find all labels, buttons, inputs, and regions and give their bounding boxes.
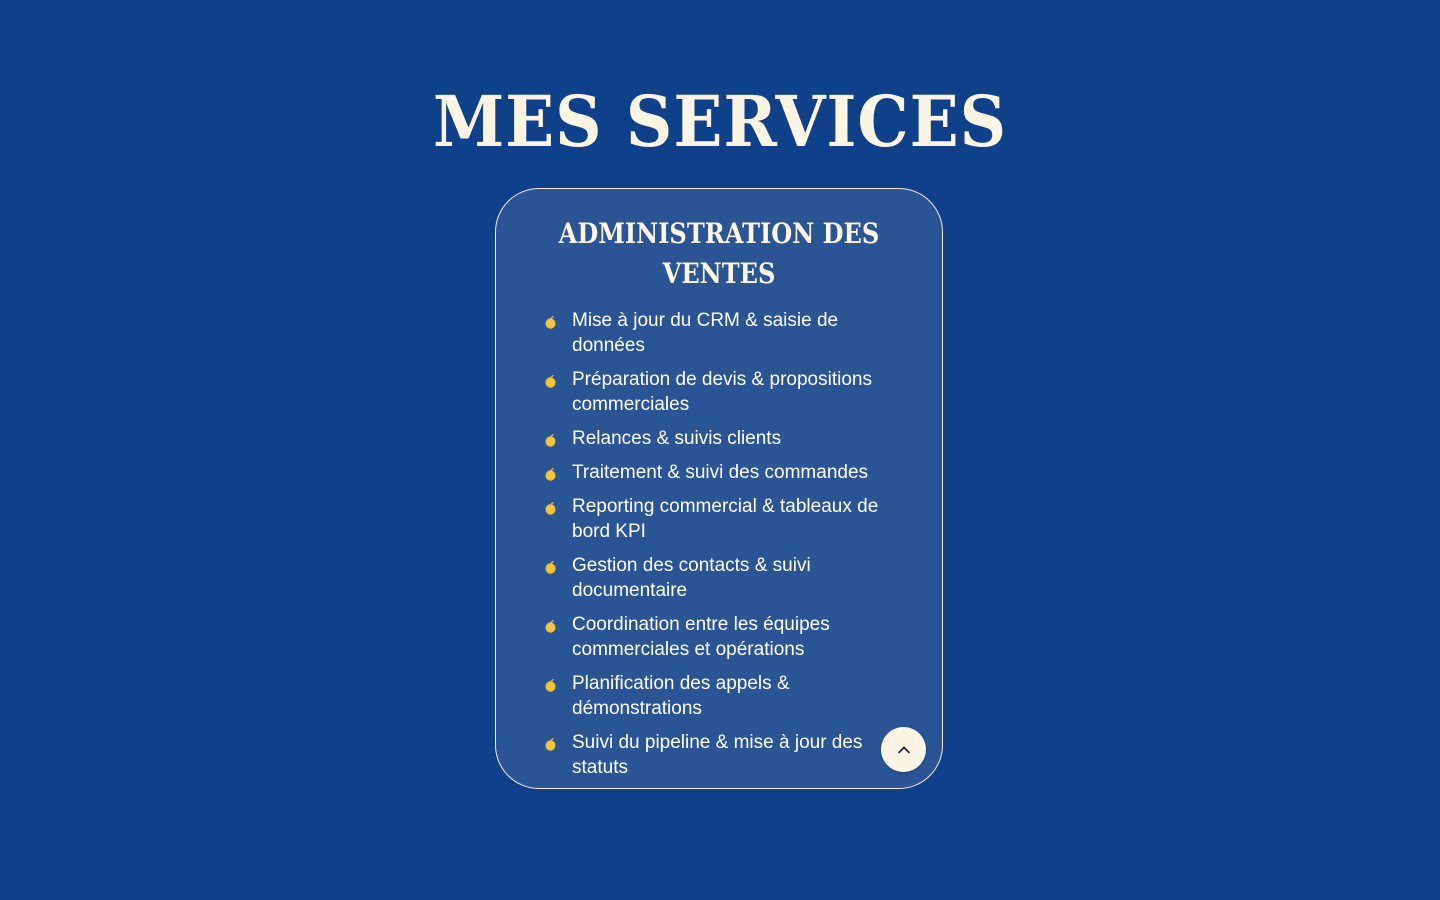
- service-item-label: Préparation de devis & propositions commerciales: [572, 369, 872, 415]
- service-item-coordination: [495, 612, 943, 662]
- lemon-icon: [545, 374, 556, 388]
- service-item-label: Reporting commercial & tableaux de bord KPI: [572, 496, 879, 542]
- service-item-commandes: [495, 460, 943, 485]
- page-title: MES SERVICES: [432, 80, 1008, 163]
- service-item-crm: [495, 308, 943, 358]
- service-item-contacts: [495, 553, 943, 603]
- lemon-icon: [545, 619, 556, 633]
- lemon-icon: [545, 467, 556, 481]
- service-item-label: Traitement & suivi des commandes: [572, 462, 869, 483]
- chevron-up-icon: [897, 745, 911, 754]
- scroll-to-top-button[interactable]: [881, 727, 926, 772]
- service-item-devis: [495, 367, 943, 417]
- lemon-icon: [545, 737, 556, 751]
- service-item-label: Relances & suivis clients: [572, 428, 782, 449]
- card-title: [526, 214, 911, 294]
- lemon-icon: [545, 501, 556, 515]
- service-item-label: Suivi du pipeline & mise à jour des statuts: [572, 732, 863, 778]
- service-item-planification: [495, 671, 943, 721]
- card-title-line-2: VENTES: [662, 257, 776, 290]
- service-item-label: Gestion des contacts & suivi documentaire: [572, 555, 811, 601]
- lemon-icon: [545, 315, 556, 329]
- service-item-reporting: [495, 494, 943, 544]
- service-item-label: Coordination entre les équipes commerciales et opérations: [572, 614, 830, 660]
- service-item-label: Mise à jour du CRM & saisie de données: [572, 310, 839, 356]
- card-title-line-1: ADMINISTRATION DES: [558, 217, 880, 250]
- lemon-icon: [545, 560, 556, 574]
- service-item-relances: [495, 426, 943, 451]
- lemon-icon: [545, 678, 556, 692]
- service-item-pipeline: [495, 730, 943, 780]
- service-list: [495, 308, 943, 789]
- lemon-icon: [545, 433, 556, 447]
- service-item-label: Planification des appels & démonstrations: [572, 673, 790, 719]
